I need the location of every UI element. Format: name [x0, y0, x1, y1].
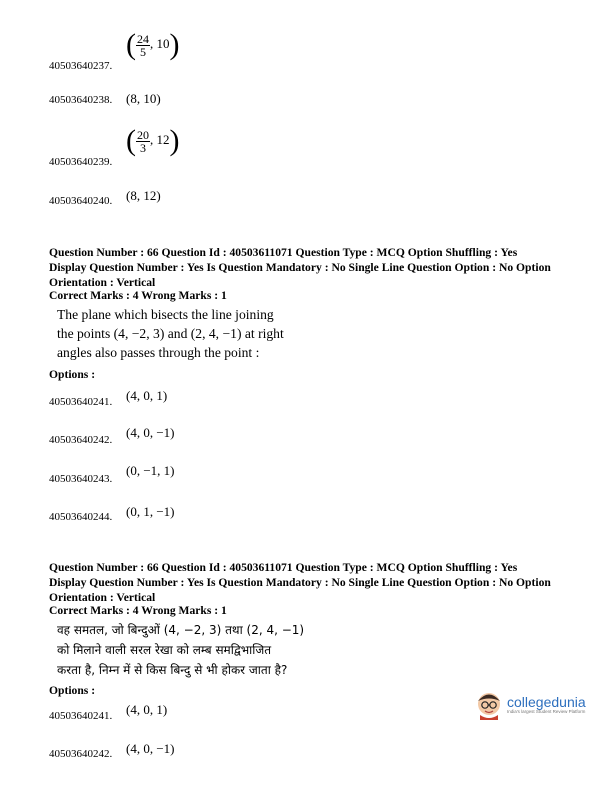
question-text: वह समतल, जो बिन्दुओं (4, −2, 3) तथा (2, 4, −1) को मिलाने वाली सरल रेखा को लम्ब समद्विभाजित करता है, निम्न में से किस बिन्दु से भी होकर जाता है?: [57, 623, 305, 677]
option-value: (4, 0, 1): [126, 388, 168, 403]
options-label: Options :: [49, 684, 96, 697]
option-value: (4, 0, −1): [126, 741, 175, 756]
fraction: $\frac{20}{3}$: [137, 127, 149, 155]
option-id: 40503640242.: [49, 748, 113, 760]
options-label: Options :: [49, 368, 96, 381]
option-value: (4, 0, −1): [126, 425, 175, 440]
option-value: (4, 0, 1): [126, 702, 168, 717]
brand-tagline: India's largest Student Review Platform: [507, 709, 586, 714]
collegedunia-logo: [474, 690, 586, 720]
option-id: 40503640239.: [49, 156, 113, 168]
question-header: Question Number : 66 Question Id : 40503611071 Question Type : MCQ Option Shuffling : Yes Display Question Number : Yes Is Question Mandatory : No Single Line Question Option : No Option Orientation : Vertical: [49, 246, 551, 289]
marks-info: Correct Marks : 4 Wrong Marks : 1: [49, 604, 227, 617]
option-id: 40503640243.: [49, 473, 113, 485]
mascot-icon: [474, 690, 504, 720]
option-value: (8, 12): [126, 188, 161, 203]
option-id: 40503640242.: [49, 434, 113, 446]
option-id: 40503640240.: [49, 195, 113, 207]
option-value: (0, 1, −1): [126, 504, 175, 519]
option-value: (8, 10): [126, 91, 161, 106]
marks-info: Correct Marks : 4 Wrong Marks : 1: [49, 289, 227, 302]
option-id: 40503640241.: [49, 710, 113, 722]
option-value: ( $\frac{24}{5}$ , 10): [126, 28, 180, 61]
option-id: 40503640237.: [49, 60, 113, 72]
question-text: The plane which bisects the line joining the points (4, −2, 3) and (2, 4, −1) at right angles also passes through the point :: [57, 307, 284, 360]
question-header: Question Number : 66 Question Id : 40503611071 Question Type : MCQ Option Shuffling : Yes Display Question Number : Yes Is Question Mandatory : No Single Line Question Option : No Option Orientation : Vertical: [49, 561, 551, 604]
brand-name: collegedunia: [507, 694, 586, 710]
option-value: ( $\frac{20}{3}$ , 12): [126, 124, 180, 157]
option-id: 40503640241.: [49, 396, 113, 408]
option-value: (0, −1, 1): [126, 463, 175, 478]
fraction: $\frac{24}{5}$: [137, 31, 149, 59]
option-id: 40503640238.: [49, 94, 113, 106]
option-id: 40503640244.: [49, 511, 113, 523]
